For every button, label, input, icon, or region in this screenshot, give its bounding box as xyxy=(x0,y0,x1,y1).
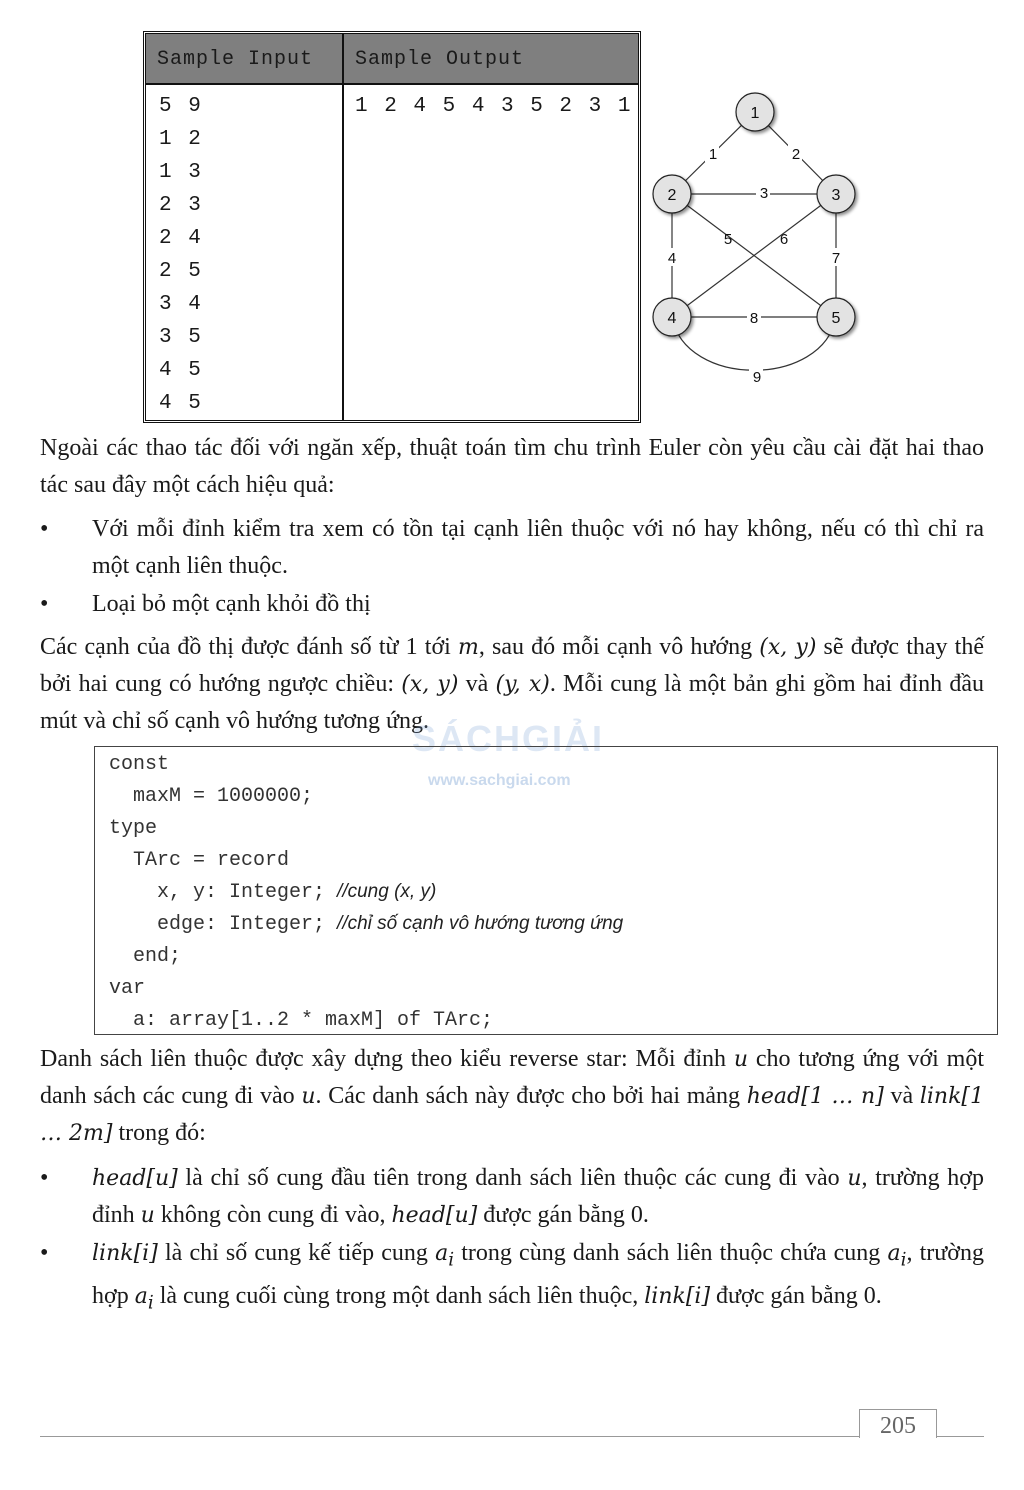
edge-label-1: 1 xyxy=(708,146,718,163)
code-line: a: array[1..2 * maxM] of TArc; xyxy=(109,1009,494,1032)
bullet-text: link[i] là chỉ số cung kế tiếp cung $a_i$ trong cùng danh sách liên thuộc chứa cung $a_i$, trường hợp $a_i$ là cung cuối cùng trong một danh sách liên thuộc, link[i] được gán bằng 0. xyxy=(92,1240,984,1314)
edge-label-2: 2 xyxy=(791,146,801,163)
edge-label-3: 3 xyxy=(759,185,769,202)
footer-rule xyxy=(40,1436,984,1437)
bullet-dot: • xyxy=(40,516,49,542)
graph-node-3 xyxy=(817,175,855,213)
sample-input-lines: 5 9 1 2 1 3 2 3 2 4 2 5 3 4 3 5 4 5 4 5 xyxy=(159,95,203,415)
sample-io-table xyxy=(143,31,641,423)
code-comment: //cung (x, y) xyxy=(337,881,437,902)
sample-table-header xyxy=(146,34,638,85)
svg-text:5: 5 xyxy=(831,310,841,327)
edge-label-5: 5 xyxy=(723,231,733,248)
svg-text:4: 4 xyxy=(667,310,677,327)
sample-output-lines: 1 2 4 5 4 3 5 2 3 1 xyxy=(355,95,633,118)
code-line: type xyxy=(109,817,158,840)
svg-text:3: 3 xyxy=(831,187,841,204)
edge-label-9: 9 xyxy=(752,369,762,386)
edge-label-8: 8 xyxy=(749,310,759,327)
edge-label-6: 6 xyxy=(779,231,789,248)
sample-output-header: Sample Output xyxy=(355,48,525,71)
bullet-dot: • xyxy=(40,591,49,617)
bullet-dot: • xyxy=(40,1165,49,1191)
graph-node-5 xyxy=(817,298,855,336)
graph-node-4 xyxy=(653,298,691,336)
bullet-dot: • xyxy=(40,1240,49,1266)
edge-label-7: 7 xyxy=(831,250,841,267)
code-block xyxy=(94,746,998,1035)
graph-node-2 xyxy=(653,175,691,213)
watermark-url: www.sachgiai.com xyxy=(428,772,571,789)
svg-text:2: 2 xyxy=(667,187,677,204)
euler-graph-diagram xyxy=(645,88,875,393)
bullet-text: Với mỗi đỉnh kiểm tra xem có tồn tại cạnh liên thuộc với nó hay không, nếu có thì chỉ ra một cạnh liên thuộc. xyxy=(92,516,984,579)
reverse-star-paragraph: Danh sách liên thuộc được xây dựng theo kiểu reverse star: Mỗi đỉnh u cho tương ứng với một danh sách các cung đi vào u. Các danh sách này được cho bởi hai mảng head[1 … n] và link[1 … 2m] trong đó: xyxy=(40,1046,985,1146)
bullet-text: Loại bỏ một cạnh khỏi đồ thị xyxy=(92,591,371,617)
watermark-brand: SÁCHGIẢI xyxy=(412,718,605,759)
code-comment: //chỉ số cạnh vô hướng tương ứng xyxy=(337,913,624,934)
code-line: x, y: Integer; //cung (x, y) xyxy=(109,881,437,904)
code-line: var xyxy=(109,977,146,1000)
code-line: edge: Integer; //chỉ số cạnh vô hướng tương ứng xyxy=(109,913,624,936)
sample-input-header: Sample Input xyxy=(157,48,314,71)
svg-text:1: 1 xyxy=(750,105,760,122)
edges-paragraph: Các cạnh của đồ thị được đánh số từ 1 tới m, sau đó mỗi cạnh vô hướng (x, y) sẽ được thay thế bởi hai cung có hướng ngược chiều: (x, y) và (y, x). Mỗi cung là một bản ghi gồm hai đỉnh đầu mút và chỉ số cạnh vô hướng tương ứng. xyxy=(40,634,984,734)
code-line: maxM = 1000000; xyxy=(109,785,314,808)
edge-label-4: 4 xyxy=(667,250,677,267)
graph-node-1 xyxy=(736,93,774,131)
code-line: const xyxy=(109,753,170,776)
sample-column-divider xyxy=(342,34,344,420)
bullet-text: head[u] là chỉ số cung đầu tiên trong danh sách liên thuộc các cung đi vào u, trường hợp đỉnh u không còn cung đi vào, head[u] được gán bằng 0. xyxy=(92,1165,984,1228)
intro-paragraph: Ngoài các thao tác đối với ngăn xếp, thuật toán tìm chu trình Euler còn yêu cầu cài đặt hai thao tác sau đây một cách hiệu quả: xyxy=(40,435,984,498)
code-line: end; xyxy=(109,945,182,968)
page-number: 205 xyxy=(859,1409,937,1438)
code-line: TArc = record xyxy=(109,849,290,872)
